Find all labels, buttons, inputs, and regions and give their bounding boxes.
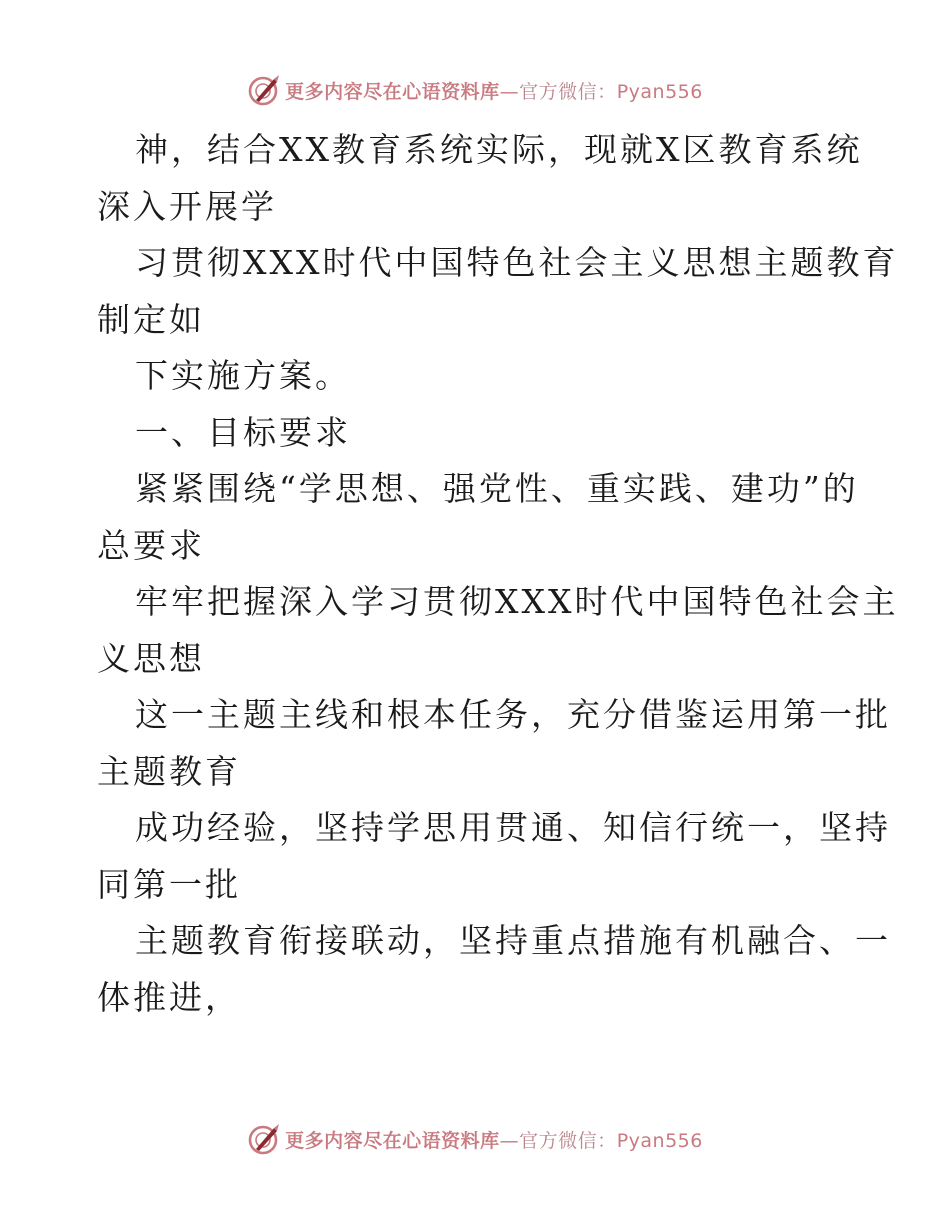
quill-pen-logo-icon [247,1122,281,1156]
text-line: 制定如 [97,299,205,339]
text-line: 主题教育衔接联动，坚持重点措施有机融合、一 [135,921,891,960]
watermark-wechat-label: 官方微信： [519,80,617,103]
watermark-wechat-label: 官方微信： [519,1129,617,1152]
text-line: 主题教育 [97,751,241,791]
watermark-text [285,77,703,104]
watermark-brand: 更多内容尽在心语资料库 [285,1129,500,1152]
document-body [97,122,899,1026]
text-line: 神，结合XX教育系统实际，现就X区教育系统 [135,130,863,169]
header-watermark [0,70,950,110]
watermark-brand: 更多内容尽在心语资料库 [285,80,500,103]
watermark-text [285,1126,703,1153]
watermark-wechat-id: Pyan556 [616,1129,703,1152]
watermark-separator: — [499,80,520,103]
text-line: 牢牢把握深入学习贯彻XXX时代中国特色社会主 [135,582,899,621]
text-line: 习贯彻XXX时代中国特色社会主义思想主题教育 [135,243,899,282]
text-line: 总要求 [97,525,205,565]
text-line: 紧紧围绕“学思想、强党性、重实践、建功”的 [135,469,859,508]
text-line: 一、目标要求 [135,412,351,452]
quill-pen-logo-icon [247,73,281,107]
watermark-wechat-id: Pyan556 [616,80,703,103]
text-line: 义思想 [97,638,205,678]
text-line: 体推进， [97,977,241,1017]
text-line: 这一主题主线和根本任务，充分借鉴运用第一批 [135,695,891,734]
footer-watermark [0,1119,950,1159]
text-line: 深入开展学 [97,186,277,226]
text-line: 下实施方案。 [135,356,351,395]
text-line: 同第一批 [97,864,241,904]
text-line: 成功经验，坚持学思用贯通、知信行统一，坚持 [135,808,891,847]
watermark-separator: — [499,1129,520,1152]
